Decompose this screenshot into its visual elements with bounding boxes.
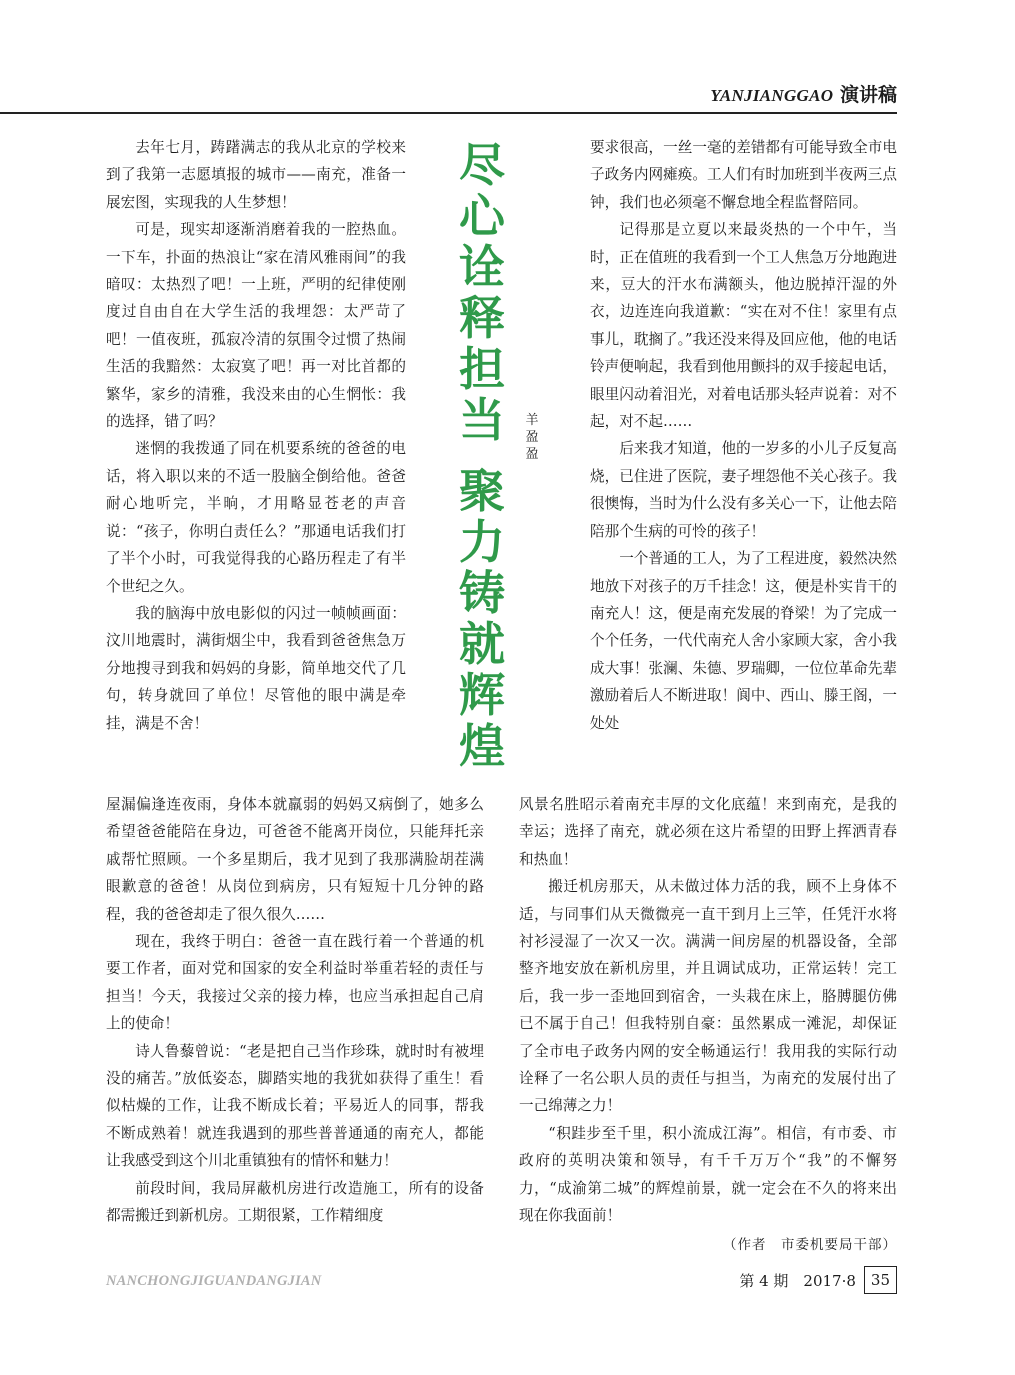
paragraph: 去年七月，踌躇满志的我从北京的学校来到了我第一志愿填报的城市——南充，准备一展宏图，实现我的人生梦想！ (106, 139, 406, 211)
page-number: 35 (864, 1266, 897, 1294)
paragraph: 现在，我终于明白：爸爸一直在践行着一个普通的机要工作者，面对党和国家的安全利益时举重若轻的责任与担当！今天，我接过父亲的接力棒，也应当承担起自己肩上的使命！ (106, 933, 484, 1033)
running-header (0, 78, 897, 114)
paragraph: 一个普通的工人，为了工程进度，毅然决然地放下对孩子的万千挂念！这，便是朴实肯干的南充人！这，便是南充发展的脊梁！为了完成一个个任务，一代代南充人舍小家顾大家，舍小我成大事！张澜、朱德、罗瑞卿，一位位革命先辈激励着后人不断进取！阆中、西山、滕王阁，一处处 (590, 550, 897, 732)
header-brand-latin: YANJIANGGAO (710, 86, 834, 105)
column-left-bottom (106, 791, 484, 1230)
paragraph: 风景名胜昭示着南充丰厚的文化底蕴！来到南充，是我的幸运；选择了南充，就必须在这片希望的田野上挥洒青春和热血！ (519, 796, 897, 868)
paragraph: 后来我才知道，他的一岁多的小儿子反复高烧，已住进了医院，妻子埋怨他不关心孩子。我很懊悔，当时为什么没有多关心一下，让他去陪陪那个生病的可怜的孩子！ (590, 440, 897, 540)
article-title (452, 140, 512, 772)
column-right-bottom (519, 791, 897, 1259)
paragraph: 前段时间，我局屏蔽机房进行改造施工，所有的设备都需搬迁到新机房。工期很紧，工作精细度 (106, 1179, 484, 1225)
paragraph: 要求很高，一丝一毫的差错都有可能导致全市电子政务内网瘫痪。工人们有时加班到半夜两三点钟，我们也必须毫不懈怠地全程监督陪同。 (590, 139, 897, 211)
footer-issue-info (739, 1266, 897, 1294)
author-name: 羊 盈 盈 (525, 413, 539, 462)
footer-journal-name: NANCHONGJIGUANDANGJIAN (106, 1273, 322, 1289)
author-byline: （作者 市委机要局干部） (723, 1236, 897, 1253)
paragraph: 搬迁机房那天，从未做过体力活的我，顾不上身体不适，与同事们从天微微亮一直干到月上三竿，任凭汗水将衬衫浸湿了一次又一次。满满一间房屋的机器设备，全部整齐地安放在新机房里，并且调试成功，正常运转！完工后，我一步一歪地回到宿舍，一头栽在床上，胳膊腿仿佛已不属于自己！但我特别自豪：虽然累成一滩泥，却保证了全市电子政务内网的安全畅通运行！我用我的实际行动诠释了一名公职人员的责任与担当，为南充的发展付出了一己绵薄之力！ (519, 878, 897, 1115)
header-brand-cn: 演讲稿 (839, 84, 897, 106)
paragraph: 我的脑海中放电影似的闪过一帧帧画面：汶川地震时，满街烟尘中，我看到爸爸焦急万分地搜寻到我和妈妈的身影，简单地交代了几句，转身就回了单位！尽管他的眼中满是牵挂，满是不舍！ (106, 604, 406, 732)
column-right-top (590, 134, 897, 737)
paragraph: 记得那是立夏以来最炎热的一个中午，当时，正在值班的我看到一个工人焦急万分地跑进来，豆大的汗水布满额头，他边脱掉汗湿的外衣，边连连向我道歉：“实在对不住！家里有点事儿，耽搁了。”我还没来得及回应他，他的电话铃声便响起，我看到他用颤抖的双手接起电话，眼里闪动着泪光，对着电话那头轻声说着：对不起，对不起…… (590, 221, 897, 431)
title-line-1: 尽 心 诠 释 担 当 (459, 138, 505, 447)
paragraph: “积跬步至千里，积小流成江海”。相信，有市委、市政府的英明决策和领导，有千千万万个“我”的不懈努力，“成渝第二城”的辉煌前景，就一定会在不久的将来出现在你我面前！ (519, 1124, 897, 1225)
column-left-top (106, 134, 406, 737)
title-line-2: 聚 力 铸 就 辉 煌 (459, 464, 505, 773)
footer-issue: 第 4 期 2017·8 (739, 1271, 856, 1290)
paragraph: 迷惘的我拨通了同在机要系统的爸爸的电话，将入职以来的不适一股脑全倒给他。爸爸耐心地听完，半晌，才用略显苍老的声音说：“孩子，你明白责任么？”那通电话我们打了半个小时，可我觉得我的心路历程走了有半个世纪之久。 (106, 440, 406, 595)
paragraph: 诗人鲁藜曾说：“老是把自己当作珍珠，就时时有被埋没的痛苦。”放低姿态，脚踏实地的我犹如获得了重生！看似枯燥的工作，让我不断成长着；平易近人的同事，帮我不断成熟着！就连我遇到的那些普普通通的南充人，都能让我感受到这个川北重镇独有的情怀和魅力！ (106, 1042, 484, 1170)
header-brand (710, 80, 897, 107)
paragraph: 可是，现实却逐渐消磨着我的一腔热血。一下车，扑面的热浪让“家在清风雅雨间”的我暗叹：太热烈了吧！一上班，严明的纪律使刚度过自由自在大学生活的我埋怨：太严苛了吧！一值夜班，孤寂冷清的氛围令过惯了热闹生活的我黯然：太寂寞了吧！再一对比首都的繁华，家乡的清雅，我没来由的心生惘怅：我的选择，错了吗？ (106, 221, 406, 431)
paragraph: 屋漏偏逢连夜雨，身体本就羸弱的妈妈又病倒了，她多么希望爸爸能陪在身边，可爸爸不能离开岗位，只能拜托亲戚帮忙照顾。一个多星期后，我才见到了我那满脸胡茬满眼歉意的爸爸！从岗位到病房，只有短短十几分钟的路程，我的爸爸却走了很久很久…… (106, 796, 484, 923)
